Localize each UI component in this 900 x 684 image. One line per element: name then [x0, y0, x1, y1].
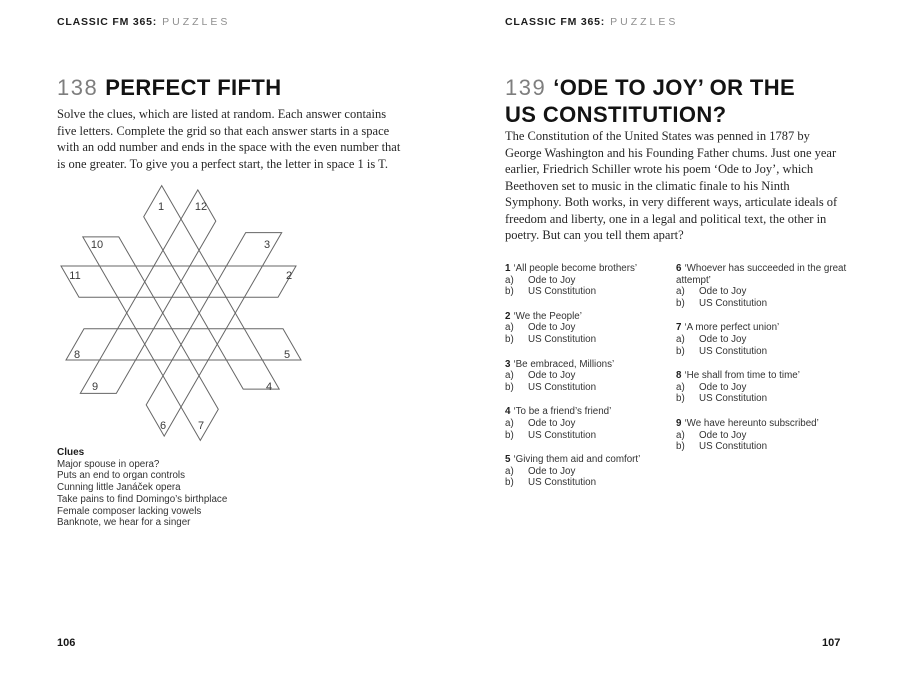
option-letter: b): [505, 429, 514, 441]
option-text: Ode to Joy: [528, 370, 576, 382]
brand-text: CLASSIC FM 365:: [505, 16, 606, 28]
question-text: [505, 406, 673, 418]
section-text: PUZZLES: [610, 16, 679, 28]
option-text: Ode to Joy: [528, 322, 576, 334]
option-text: US Constitution: [528, 333, 597, 345]
clues-heading: Clues: [57, 447, 85, 458]
star-cell-label-8: 8: [73, 349, 81, 361]
star-strip-10-7: [83, 237, 219, 441]
question-quote: ‘Be embraced, Millions’: [513, 358, 615, 370]
option-a: [505, 275, 673, 287]
option-a: [676, 286, 848, 298]
star-strip-1-4: [144, 186, 280, 390]
option-text: US Constitution: [528, 381, 597, 393]
question-number: 5: [505, 454, 511, 466]
option-a: [676, 334, 848, 346]
puzzle-title-line2: US CONSTITUTION?: [505, 102, 727, 127]
brand-text: CLASSIC FM 365:: [57, 16, 158, 28]
option-b: [505, 382, 673, 394]
clue-item: Take pains to find Domingo’s birthplace: [57, 493, 228, 505]
question-text: [505, 359, 673, 371]
option-letter: b): [505, 477, 514, 489]
question-7: [676, 322, 848, 357]
option-a: [505, 322, 673, 334]
option-letter: a): [505, 322, 514, 334]
questions-column-1: [505, 263, 673, 502]
question-quote: ‘All people become brothers’: [513, 263, 638, 274]
option-letter: b): [505, 333, 514, 345]
option-letter: a): [676, 429, 685, 441]
puzzle-title-line1: ‘ODE TO JOY’ OR THE: [553, 75, 796, 100]
option-a: [676, 430, 848, 442]
option-a: [676, 382, 848, 394]
star-grid-figure: [50, 180, 310, 448]
clue-item: Puts an end to organ controls: [57, 470, 185, 482]
right-page: [450, 0, 900, 684]
option-b: [505, 334, 673, 346]
option-b: [505, 286, 673, 298]
question-number: 1: [505, 263, 511, 274]
star-strip-3-6: [146, 233, 282, 437]
questions-column-2: [676, 263, 848, 466]
option-letter: b): [505, 286, 514, 298]
option-text: Ode to Joy: [699, 429, 747, 441]
clues-section: [57, 447, 227, 529]
option-text: Ode to Joy: [699, 286, 747, 298]
option-a: [505, 418, 673, 430]
option-letter: b): [676, 297, 685, 309]
question-text: [505, 454, 673, 466]
puzzle-number: 139: [505, 75, 547, 100]
option-letter: a): [505, 417, 514, 429]
page-number-right: 107: [822, 637, 841, 649]
option-b: [676, 441, 848, 453]
star-cell-numbers: [69, 201, 292, 432]
option-b: [676, 298, 848, 310]
option-a: [505, 466, 673, 478]
puzzle-title-139: [505, 74, 795, 128]
clue-item: Female composer lacking vowels: [57, 505, 202, 517]
question-quote: ‘Giving them aid and comfort’: [513, 454, 641, 466]
option-letter: a): [505, 274, 514, 286]
question-9: [676, 418, 848, 453]
question-text: [505, 311, 673, 323]
option-text: US Constitution: [528, 477, 597, 489]
option-text: US Constitution: [699, 393, 768, 405]
question-text: [676, 370, 848, 382]
star-cell-label-1: 1: [157, 201, 165, 213]
star-cell-label-4: 4: [265, 381, 273, 393]
clue-item: Major spouse in opera?: [57, 458, 160, 470]
page-header: [57, 16, 230, 28]
option-text: US Constitution: [699, 441, 768, 453]
puzzle-number: 138: [57, 75, 99, 100]
option-text: US Constitution: [528, 429, 597, 441]
option-letter: a): [505, 370, 514, 382]
star-grid-svg: [50, 180, 310, 448]
option-text: Ode to Joy: [528, 274, 576, 286]
star-cell-label-2: 2: [285, 270, 293, 282]
question-number: 2: [505, 310, 511, 322]
star-strips: [61, 186, 301, 441]
option-text: US Constitution: [528, 286, 597, 298]
star-cell-label-12: 12: [194, 201, 208, 213]
puzzle-title-text: PERFECT FIFTH: [105, 75, 282, 100]
question-text: [676, 418, 848, 430]
question-8: [676, 370, 848, 405]
question-text: [676, 263, 848, 286]
option-letter: b): [676, 441, 685, 453]
question-2: [505, 311, 673, 346]
question-number: 4: [505, 406, 511, 418]
star-cell-label-11: 11: [69, 270, 81, 282]
clue-item: Cunning little Janáček opera: [57, 482, 181, 494]
star-cell-label-9: 9: [91, 381, 99, 393]
option-letter: b): [676, 345, 685, 357]
question-number: 7: [676, 322, 682, 334]
question-number: 6: [676, 263, 682, 274]
puzzle-instructions: Solve the clues, which are listed at random. Each answer contains five letters. Complete the grid so that each answer starts in a space with an odd number and ends in the space with the even number that is one greater. To give you a perfect start, the letter in space 1 is T.: [57, 107, 401, 171]
star-cell-label-7: 7: [197, 420, 205, 432]
question-6: [676, 263, 848, 309]
option-letter: b): [676, 393, 685, 405]
option-a: [505, 370, 673, 382]
question-text: [676, 322, 848, 334]
option-letter: a): [676, 333, 685, 345]
option-b: [505, 430, 673, 442]
star-strip-11-2: [61, 266, 296, 297]
page-header: [505, 16, 678, 28]
page-number-left: 106: [57, 637, 76, 649]
option-b: [676, 346, 848, 358]
option-letter: a): [505, 465, 514, 477]
question-quote: ‘We the People’: [513, 310, 582, 322]
question-quote: ‘We have hereunto subscribed’: [684, 417, 819, 429]
question-number: 9: [676, 417, 682, 429]
option-text: Ode to Joy: [699, 333, 747, 345]
option-b: [676, 393, 848, 405]
question-3: [505, 359, 673, 394]
option-text: US Constitution: [699, 345, 768, 357]
section-text: PUZZLES: [162, 16, 231, 28]
question-4: [505, 406, 673, 441]
clue-item: Banknote, we hear for a singer: [57, 517, 191, 529]
option-text: Ode to Joy: [528, 417, 576, 429]
question-text: [505, 263, 673, 275]
question-number: 3: [505, 358, 511, 370]
star-cell-label-6: 6: [159, 420, 167, 432]
star-strip-12-9: [80, 190, 216, 394]
option-b: [505, 477, 673, 489]
star-cell-label-5: 5: [283, 349, 291, 361]
option-letter: a): [676, 381, 685, 393]
star-cell-label-3: 3: [263, 239, 271, 251]
question-quote: ‘He shall from time to time’: [684, 370, 800, 382]
question-number: 8: [676, 370, 682, 382]
option-text: Ode to Joy: [699, 381, 747, 393]
question-5: [505, 454, 673, 489]
question-1: [505, 263, 673, 298]
question-quote: ‘Whoever has succeeded in the great attempt’: [676, 263, 847, 286]
question-quote: ‘A more perfect union’: [684, 322, 780, 334]
puzzle-title-138: [57, 74, 282, 101]
puzzle-instructions: The Constitution of the United States was penned in 1787 by George Washington and his Founding Father chums. Just one year earlier, Friedrich Schiller wrote his poem ‘Ode to Joy’, which Beethoven set to music in the climatic finale to his Ninth Symphony. Both works, in very different ways, articulate ideals of freedom and liberty, one in a legal and political text, the other in poetry. But can you tell them apart?: [505, 129, 838, 242]
option-text: US Constitution: [699, 297, 768, 309]
option-letter: b): [505, 381, 514, 393]
option-text: Ode to Joy: [528, 465, 576, 477]
star-strip-8-5: [66, 329, 301, 360]
option-letter: a): [676, 286, 685, 298]
question-quote: ‘To be a friend’s friend’: [513, 406, 612, 418]
star-cell-label-10: 10: [90, 239, 104, 251]
